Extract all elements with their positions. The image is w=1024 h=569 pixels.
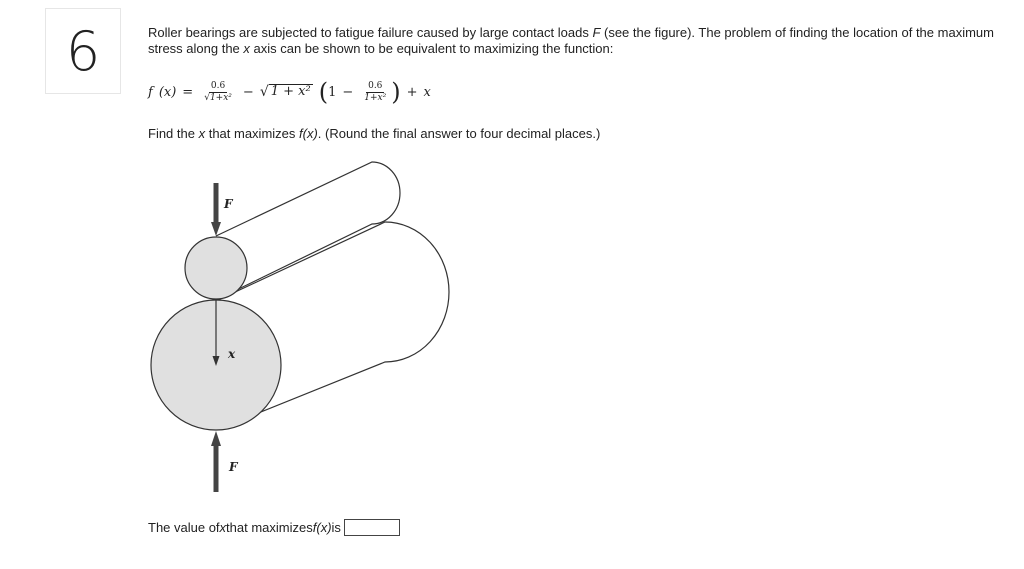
formula-equals: = [182, 84, 194, 100]
instruction-fx: f(x) [299, 126, 318, 141]
question-number: 6 [45, 8, 121, 94]
paren-close: ) [391, 78, 401, 106]
formula-minus: − [242, 84, 254, 100]
prompt-text-3: axis can be shown to be equivalent to maximizing the function: [249, 41, 614, 56]
paren-open: ( [318, 78, 329, 106]
prompt-text-1: Roller bearings are subjected to fatigue failure caused by large contact loads [148, 25, 593, 40]
prompt-var-x: x [243, 41, 250, 56]
answer-input[interactable] [344, 519, 400, 536]
question-prompt [148, 25, 1018, 57]
formula-f: f [148, 84, 153, 100]
fraction-1-denominator: √1+x² [204, 92, 232, 103]
bottom-force-shaft [214, 444, 219, 492]
top-force-label: F [224, 197, 233, 211]
formula-sqrt: √ 1 + x² [259, 84, 311, 100]
top-force-shaft [214, 183, 219, 223]
roller-bearing-figure [140, 150, 460, 500]
instruction-text: Find the x that maximizes f(x). (Round the final answer to four decimal places.) [148, 126, 601, 141]
formula-tail-x: x [423, 84, 431, 100]
instruction-var-x: x [198, 126, 206, 141]
fraction-2-numerator: 0.6 [368, 80, 383, 91]
answer-row: The value of x that maximizes f(x) is [148, 519, 400, 536]
answer-fx: f(x) [312, 520, 332, 535]
formula-arg: (x) [158, 84, 177, 100]
formula-fraction-2 [362, 81, 388, 104]
formula-plus: + [406, 84, 418, 100]
fraction-1-numerator: 0.6 [210, 80, 226, 91]
formula-fraction-1 [202, 81, 234, 104]
fraction-2-denominator: 1+x² [364, 92, 387, 103]
x-axis-label: x [228, 347, 236, 361]
bottom-force-label: F [229, 460, 238, 474]
answer-var-x: x [219, 520, 227, 535]
formula-minus-2: − [342, 84, 354, 100]
prompt-var-f: F [592, 25, 601, 40]
bottom-force-arrowhead [211, 431, 221, 446]
prompt-text-2: (see the figure). The problem of finding the location of the maximum stress along the [148, 25, 994, 56]
function-formula [148, 74, 431, 110]
formula-one: 1 [328, 84, 337, 100]
sqrt-radicand: 1 + x² [270, 84, 311, 99]
small-roller-face [185, 237, 247, 299]
